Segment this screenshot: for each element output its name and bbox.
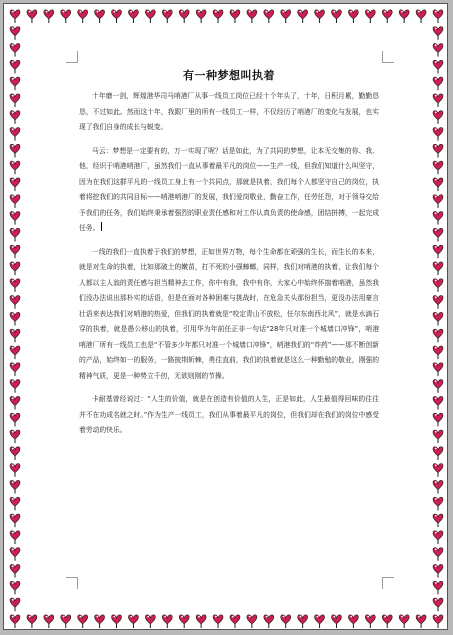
heart-ornament <box>433 363 443 376</box>
heart-ornament <box>433 178 443 191</box>
heart-ornament <box>213 615 223 628</box>
heart-ornament <box>10 195 20 208</box>
paragraph: 一线的我们一直执着于我们的梦想，正如世界万物，每个生命都在顽强的生长，而生长的本来，就是对生命的执着，比如那破土的嫩苗，打不死的小强蟑螂，同样，我们对哨港的执着，让我们每个人都以主人翁的责任感与担当精神去工作，你中有我，我中有你，大家心中始终怀揣着哨港，虽然我们没办法说出那朴实的话语，但是在面对各种困难与挑战时，在危急关头那份担当，更没办法用豪言壮语来表达我们对哨港的热爱，但我们的执着就是“咬定青山不放松，任尔东南西北风”，就是水滴石穿的执着，就是愚公移山的执着，引用华为年前任正非一句话“28年只对准一个城墙口冲锋”，哨港哨港厂所有一线员工也是“不管多少年都只对准一个城墙口冲锋”，哨港我们的“炸药”——那不断创新的产品，始终如一的服务，一路披荆斩棘，勇往直前，我们的执着就是这么一种勤勉的敬业，刚强的精神气质，更是一种势立千仞，无欲则刚的节操。 <box>79 247 379 380</box>
heart-ornament <box>433 94 443 107</box>
heart-ornament <box>365 615 375 628</box>
heart-ornament <box>10 111 20 124</box>
heart-ornament <box>399 615 409 628</box>
heart-ornament <box>27 615 37 628</box>
heart-ornament <box>264 10 274 23</box>
heart-ornament <box>179 10 189 23</box>
heart-ornament <box>433 60 443 73</box>
heart-ornament <box>433 27 443 40</box>
heart-ornament <box>10 581 20 594</box>
heart-ornament <box>433 312 443 325</box>
heart-ornament <box>433 497 443 510</box>
text-cursor <box>101 222 102 231</box>
heart-ornament <box>145 615 155 628</box>
heart-ornament <box>264 615 274 628</box>
heart-ornament <box>10 60 20 73</box>
paragraph: 卡耐基曾经说过：“人生的价值，就是在创造有价值的人生，正是如此，人生最值得回味的往往并不在功成名就之时。”作为生产一线员工，我们从事着最平凡的岗位，但我们却在我们的岗位中感受着劳动的快乐。 <box>79 395 379 434</box>
heart-ornament <box>433 296 443 309</box>
heart-ornament <box>433 548 443 561</box>
heart-ornament <box>433 430 443 443</box>
paragraph-text: 马云：梦想是一定要有的，万一实现了呢？话是如此，为了共同的梦想，让本无交集的你、我、他，经识于哨港哨港厂，虽然我们一直从事着最平凡的岗位——生产一线，但我们知道什么叫坚守，因为在我们这群平凡的一线员工身上有一个共同点，那就是执着，我们每个人都坚守自己的岗位，执着将挖我们的共同目标——哨港哨港厂的发展，我们爱岗敬业，勤奋工作，任劳任怨，对于领导交给予我们的任务，我们始终秉承着强烈的职业责任感和对工作认真负责的使命感，团结拼搏，一起完成任务。 <box>79 146 379 232</box>
heart-ornament <box>10 161 20 174</box>
document-title: 有一种梦想叫执着 <box>183 69 275 82</box>
heart-ornament <box>230 10 240 23</box>
heart-ornament <box>433 615 443 628</box>
heart-ornament <box>27 10 37 23</box>
document-body[interactable] <box>79 64 379 447</box>
heart-ornament <box>433 380 443 393</box>
heart-ornament <box>10 178 20 191</box>
heart-ornament <box>78 10 88 23</box>
heart-ornament <box>112 615 122 628</box>
heart-ornament <box>10 531 20 544</box>
crop-mark-top-right <box>382 51 394 63</box>
heart-ornament <box>416 615 426 628</box>
heart-ornament <box>10 94 20 107</box>
heart-ornament <box>10 396 20 409</box>
heart-ornament <box>433 128 443 141</box>
heart-ornament <box>433 346 443 359</box>
heart-ornament <box>433 581 443 594</box>
heart-ornament <box>382 615 392 628</box>
heart-ornament <box>10 380 20 393</box>
heart-ornament <box>10 279 20 292</box>
heart-ornament <box>95 615 105 628</box>
heart-ornament <box>196 10 206 23</box>
heart-ornament <box>10 312 20 325</box>
heart-ornament <box>433 514 443 527</box>
heart-ornament <box>348 615 358 628</box>
heart-ornament <box>416 10 426 23</box>
heart-ornament <box>433 279 443 292</box>
heart-ornament <box>433 413 443 426</box>
heart-ornament <box>10 228 20 241</box>
heart-ornament <box>128 615 138 628</box>
heart-ornament <box>10 497 20 510</box>
heart-ornament <box>61 615 71 628</box>
heart-ornament <box>433 329 443 342</box>
heart-ornament <box>433 464 443 477</box>
heart-ornament <box>10 430 20 443</box>
heart-ornament <box>162 615 172 628</box>
crop-mark-bottom-left <box>66 577 78 589</box>
heart-ornament <box>10 212 20 225</box>
heart-ornament <box>433 598 443 611</box>
heart-ornament <box>44 10 54 23</box>
heart-ornament <box>433 77 443 90</box>
heart-ornament <box>10 615 20 628</box>
heart-ornament <box>281 10 291 23</box>
heart-ornament <box>44 615 54 628</box>
heart-ornament <box>433 228 443 241</box>
heart-ornament <box>433 43 443 56</box>
heart-ornament <box>433 396 443 409</box>
heart-ornament <box>179 615 189 628</box>
heart-ornament <box>10 346 20 359</box>
document-page <box>3 3 448 630</box>
heart-ornament <box>281 615 291 628</box>
heart-ornament <box>10 413 20 426</box>
heart-ornament <box>331 10 341 23</box>
heart-ornament <box>10 262 20 275</box>
heart-ornament <box>315 615 325 628</box>
heart-ornament <box>315 10 325 23</box>
heart-ornament <box>10 10 20 23</box>
heart-ornament <box>433 144 443 157</box>
crop-mark-top-left <box>66 51 78 63</box>
heart-ornament <box>10 329 20 342</box>
heart-ornament <box>145 10 155 23</box>
heart-ornament <box>10 363 20 376</box>
heart-ornament <box>196 615 206 628</box>
heart-ornament <box>298 615 308 628</box>
heart-ornament <box>10 245 20 258</box>
heart-ornament <box>433 262 443 275</box>
heart-ornament <box>382 10 392 23</box>
heart-ornament <box>247 615 257 628</box>
heart-ornament <box>399 10 409 23</box>
heart-ornament <box>128 10 138 23</box>
heart-ornament <box>230 615 240 628</box>
heart-ornament <box>213 10 223 23</box>
heart-ornament <box>95 10 105 23</box>
heart-ornament <box>10 144 20 157</box>
heart-ornament <box>10 447 20 460</box>
heart-ornament <box>433 195 443 208</box>
heart-ornament <box>10 464 20 477</box>
heart-ornament <box>10 128 20 141</box>
heart-ornament <box>10 296 20 309</box>
heart-ornament <box>433 161 443 174</box>
heart-ornament <box>10 480 20 493</box>
heart-ornament <box>10 43 20 56</box>
heart-ornament <box>61 10 71 23</box>
crop-mark-bottom-right <box>382 577 394 589</box>
paragraph: 十年磨一剑，辉煌港华司马哨港厂从事一线员工岗位已经十个年头了，十年，日积月累，勤勤恳恳，不过如此。然而这十年，我跟厂里的所有一线员工一样，不仅经历了哨港厂的变化与发展，也实现了我们自身的成长与蜕变。 <box>79 92 379 131</box>
heart-ornament <box>433 531 443 544</box>
heart-ornament <box>433 10 443 23</box>
heart-ornament <box>10 514 20 527</box>
heart-ornament <box>365 10 375 23</box>
heart-ornament <box>433 480 443 493</box>
heart-ornament <box>433 111 443 124</box>
heart-ornament <box>348 10 358 23</box>
heart-ornament <box>10 564 20 577</box>
heart-ornament <box>162 10 172 23</box>
heart-ornament <box>10 548 20 561</box>
heart-ornament <box>433 447 443 460</box>
heart-ornament <box>247 10 257 23</box>
heart-ornament <box>433 564 443 577</box>
heart-ornament <box>10 27 20 40</box>
heart-ornament <box>112 10 122 23</box>
heart-ornament <box>433 245 443 258</box>
heart-ornament <box>433 212 443 225</box>
heart-ornament <box>10 77 20 90</box>
heart-ornament <box>331 615 341 628</box>
heart-ornament <box>298 10 308 23</box>
paragraph <box>79 144 379 237</box>
heart-ornament <box>78 615 88 628</box>
heart-ornament <box>10 598 20 611</box>
